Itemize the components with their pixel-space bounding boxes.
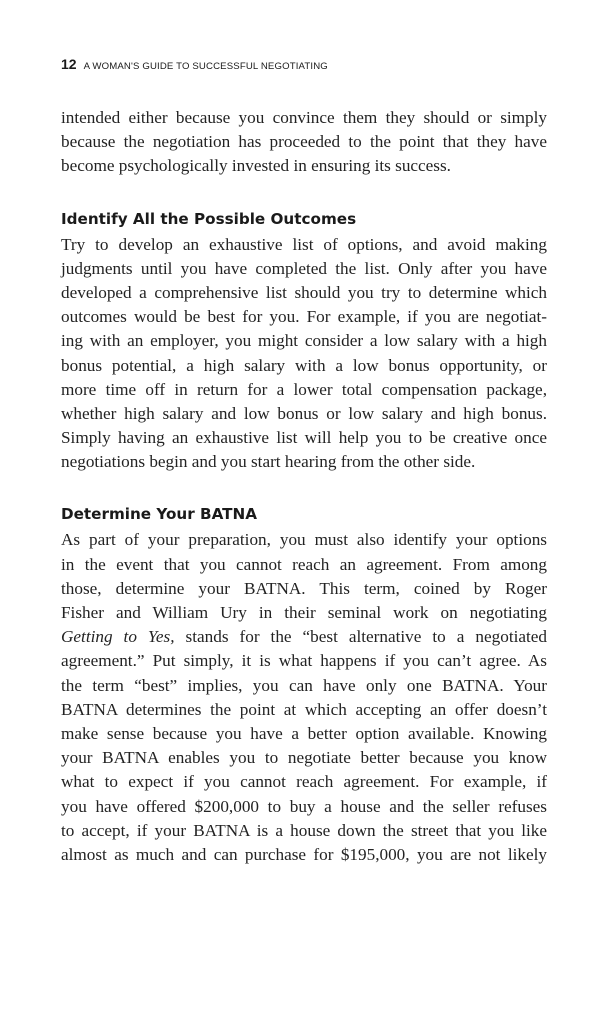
text-line: whether high salary and low bonus or low salary and high bonus.	[61, 403, 547, 423]
text-line: those, determine your BATNA. This term, coined by Roger	[61, 578, 547, 598]
text-line: negotiations begin and you start hearing from the other side.	[61, 452, 476, 472]
text-line: Simply having an exhaustive list will help you to be creative once	[61, 428, 547, 448]
running-head	[61, 56, 328, 74]
page-body	[61, 106, 547, 867]
text-line: judgments until you have completed the list. Only after you have	[61, 258, 547, 278]
text-line: Try to develop an exhaustive list of options, and avoid making	[61, 234, 547, 254]
text-line: become psychologically invested in ensuring its success.	[61, 156, 451, 176]
text-line: bonus potential, a high salary with a low bonus opportunity, or	[61, 355, 547, 375]
section-heading-outcomes: Identify All the Possible Outcomes	[61, 209, 357, 228]
outcomes-paragraph	[61, 233, 547, 475]
batna-paragraph	[61, 528, 547, 867]
text-line: you have offered $200,000 to buy a house and the seller refuses	[61, 796, 547, 816]
intro-paragraph	[61, 106, 547, 179]
text-line: agreement.” Put simply, it is what happens if you can’t agree. As	[61, 651, 547, 671]
text-line-with-title	[61, 625, 547, 649]
page-number: 12	[61, 56, 77, 72]
text-line: Fisher and William Ury in their seminal work on negotiating	[61, 603, 547, 622]
text-line: almost as much and can purchase for $195,000, you are not likely	[61, 844, 547, 864]
text-line: As part of your preparation, you must also identify your options	[61, 530, 547, 550]
text-line: your BATNA enables you to negotiate better because you know	[61, 748, 547, 768]
text-line: because the negotiation has proceeded to the point that they have	[61, 132, 547, 152]
text-fragment: stands for the “best alternative to a negotiated	[174, 627, 547, 647]
text-line: developed a comprehensive list should you try to determine which	[61, 282, 547, 302]
text-line: in the event that you cannot reach an agreement. From among	[61, 554, 547, 574]
section-heading-batna: Determine Your BATNA	[61, 505, 257, 524]
running-title: A WOMAN'S GUIDE TO SUCCESSFUL NEGOTIATING	[83, 61, 328, 72]
text-line: BATNA determines the point at which accepting an offer doesn’t	[61, 699, 547, 719]
text-line: to accept, if your BATNA is a house down the street that you like	[61, 820, 547, 840]
text-line: outcomes would be best for you. For example, if you are negotiat-	[61, 307, 547, 327]
text-line: ing with an employer, you might consider a low salary with a high	[61, 331, 547, 351]
text-line: what to expect if you cannot reach agreement. For example, if	[61, 772, 547, 792]
book-title: Getting to Yes,	[61, 627, 175, 647]
text-line: make sense because you have a better option available. Knowing	[61, 723, 547, 743]
text-line: the term “best” implies, you can have only one BATNA. Your	[61, 675, 547, 695]
text-line: more time off in return for a lower total compensation package,	[61, 379, 547, 399]
text-line: intended either because you convince them they should or simply	[61, 108, 547, 127]
